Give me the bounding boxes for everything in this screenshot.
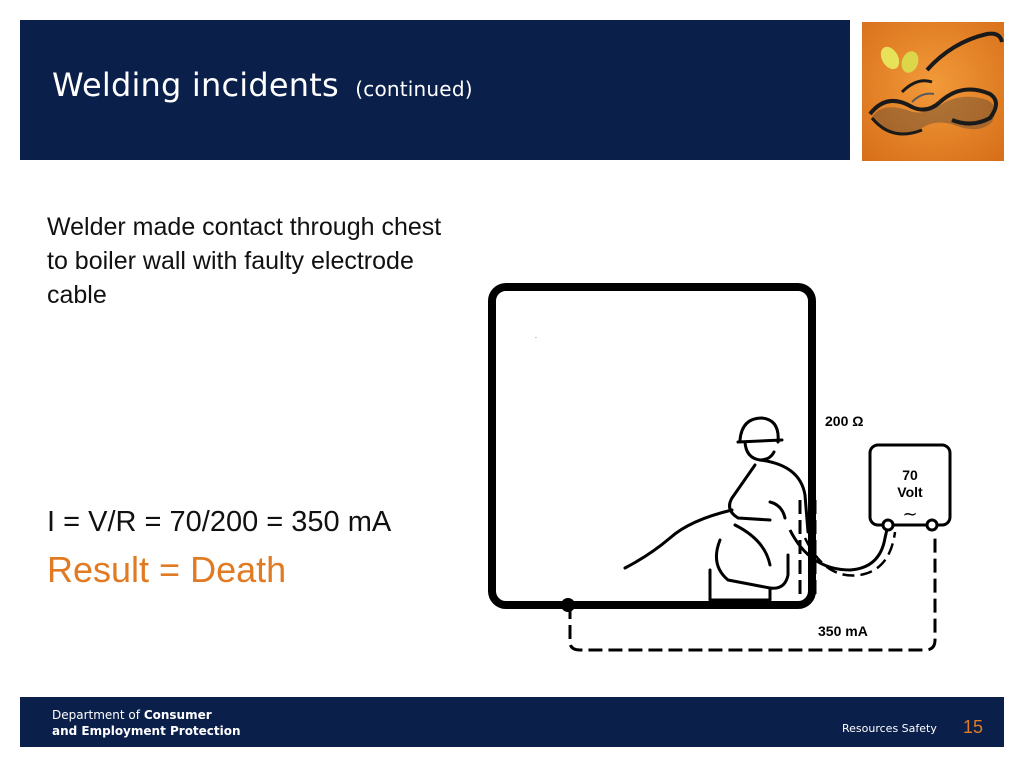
incident-description: Welder made contact through chest to boiler wall with faulty electrode cable [47,213,442,309]
source-voltage-unit: Volt [897,484,923,500]
ohms-law-formula: I = V/R = 70/200 = 350 mA [47,506,392,538]
svg-text:.: . [535,333,537,340]
ac-symbol: ~ [902,504,918,525]
source-voltage-value: 70 [902,467,918,483]
page-number: 15 [963,717,984,737]
resistance-label: 200 Ω [825,413,864,429]
electrode-cable [790,525,888,570]
department-name [52,707,241,739]
title-subtitle: (continued) [355,77,473,101]
dept-bold-line2: and Employment Protection [52,724,241,738]
current-label: 350 mA [818,623,868,639]
dept-prefix: Department of [52,708,144,722]
slide-title [52,66,473,104]
footer-bar [20,697,1004,747]
welder-figure [625,418,808,600]
circuit-diagram [470,270,970,670]
dept-bold-line1: Consumer [143,708,212,722]
section-label: Resources Safety [842,722,937,735]
boiler-wall [492,287,812,605]
result-text: Result = Death [47,549,287,590]
safety-glasses-photo [862,22,1004,161]
title-text: Welding incidents [52,66,339,104]
